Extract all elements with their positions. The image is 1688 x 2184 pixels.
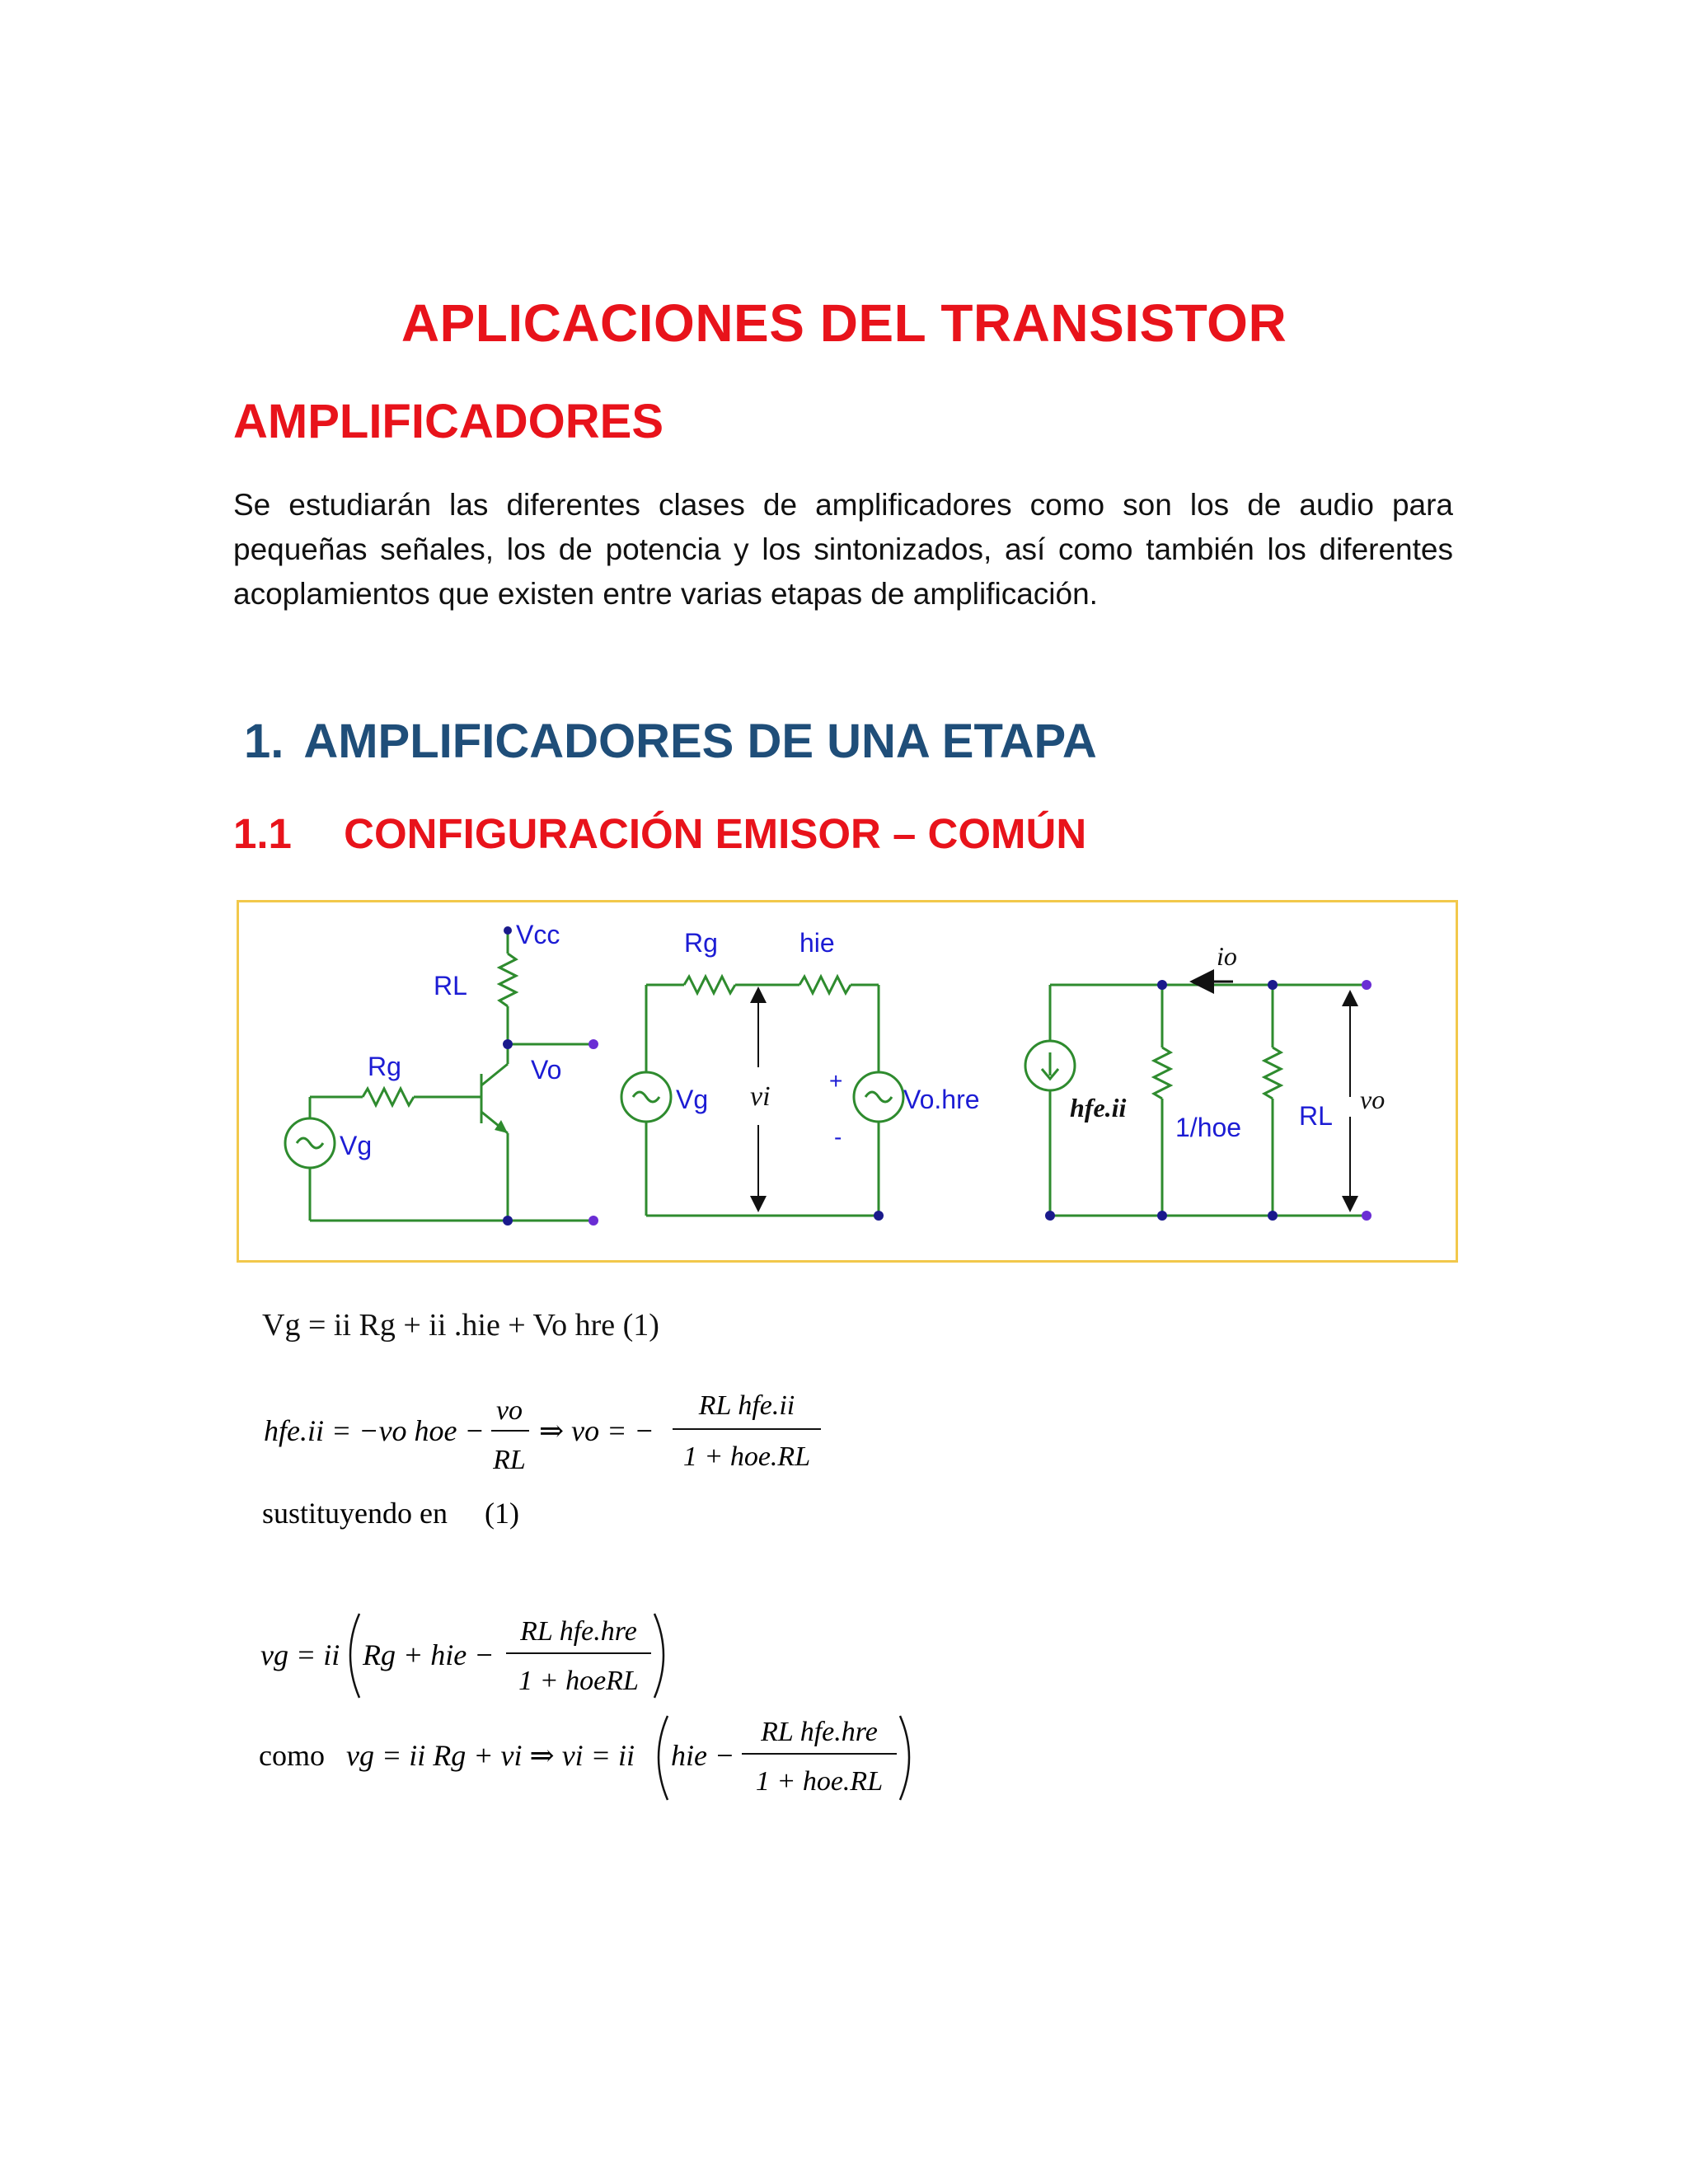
eq4-frac-num: RL hfe.hre bbox=[761, 1717, 878, 1747]
hfe-ii-label: hfe.ii bbox=[1070, 1093, 1127, 1122]
subheading-text: CONFIGURACIÓN EMISOR – COMÚN bbox=[344, 810, 1087, 857]
circuit-diagram bbox=[239, 902, 1456, 1260]
substitution-ref: (1) bbox=[485, 1497, 519, 1530]
vg-label-mid: Vg bbox=[676, 1085, 709, 1114]
minus-sign: - bbox=[834, 1124, 842, 1150]
rg-label-left: Rg bbox=[368, 1052, 401, 1081]
heading-one-stage-amplifiers bbox=[244, 714, 1097, 769]
section-title: AMPLIFICADORES bbox=[233, 395, 663, 448]
heading-text: AMPLIFICADORES DE UNA ETAPA bbox=[303, 715, 1097, 768]
vg-label-left: Vg bbox=[340, 1131, 373, 1160]
one-over-hoe-label: 1/hoe bbox=[1175, 1113, 1242, 1142]
rg-label-mid: Rg bbox=[684, 928, 718, 958]
rl-label-right: RL bbox=[1299, 1101, 1333, 1131]
eq2-frac1-num: vo bbox=[495, 1395, 523, 1426]
eq2-frac2-num: RL hfe.ii bbox=[698, 1390, 795, 1421]
vcc-label: Vcc bbox=[516, 920, 560, 949]
rl-label-left: RL bbox=[434, 971, 467, 1001]
intro-paragraph: Se estudiarán las diferentes clases de amplificadores como son los de audio para pequeñas señales, los de potencia y los sintonizados, así como también los diferentes acoplamientos que existen entre varias etapas de amplificación. bbox=[233, 488, 1453, 611]
subheading-number: 1.1 bbox=[233, 810, 292, 857]
io-label: io bbox=[1217, 941, 1237, 971]
circuit-figure bbox=[237, 900, 1458, 1263]
plus-sign: + bbox=[829, 1068, 843, 1094]
eq2-mid: ⇒ vo = − bbox=[539, 1414, 654, 1447]
page-title: APLICACIONES DEL TRANSISTOR bbox=[401, 293, 1287, 353]
eq2-frac2-den: 1 + hoe.RL bbox=[682, 1441, 811, 1472]
eq4-frac-den: 1 + hoe.RL bbox=[755, 1766, 884, 1797]
eq3-frac-num: RL hfe.hre bbox=[520, 1616, 637, 1647]
vi-label: vi bbox=[750, 1081, 771, 1112]
vo-label-right: vo bbox=[1360, 1085, 1386, 1114]
equation-1: Vg = ii Rg + ii .hie + Vo hre (1) bbox=[262, 1308, 659, 1343]
eq3-frac-den: 1 + hoeRL bbox=[518, 1666, 639, 1696]
substitution-text: sustituyendo en bbox=[262, 1497, 448, 1530]
heading-common-emitter bbox=[233, 809, 1086, 858]
eq3-inner: Rg + hie − bbox=[363, 1638, 495, 1671]
eq2-lhs: hfe.ii = −vo hoe − bbox=[264, 1414, 485, 1447]
vo-hre-label: Vo.hre bbox=[903, 1085, 980, 1114]
heading-number: 1. bbox=[244, 715, 284, 768]
vo-label-left: Vo bbox=[531, 1055, 562, 1085]
eq2-frac1-den: RL bbox=[493, 1445, 526, 1475]
eq4-como: como bbox=[259, 1739, 325, 1772]
eq4-lhs: vg = ii Rg + vi ⇒ vi = ii bbox=[346, 1739, 635, 1772]
hie-label: hie bbox=[799, 928, 835, 958]
eq3-lhs: vg = ii bbox=[260, 1638, 340, 1671]
eq4-inner: hie − bbox=[671, 1739, 735, 1772]
